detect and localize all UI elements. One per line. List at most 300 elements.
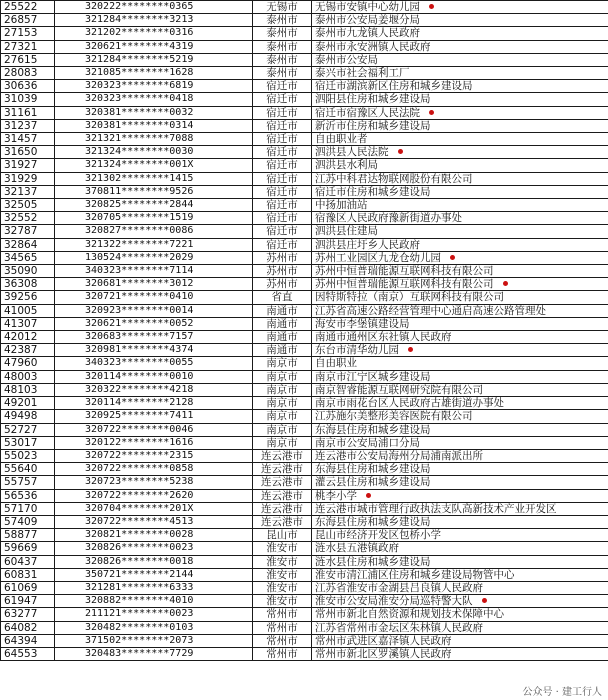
city-text: 宿迁市 [266,146,298,159]
record-id-cell [1,80,55,93]
table-row [1,14,608,27]
organization-cell [312,436,608,449]
table-row [1,397,608,410]
record-id-text: 55640 [4,463,38,476]
organization-cell [312,397,608,410]
city-cell [253,621,312,634]
id-number-text: 320381********0314 [85,119,194,131]
table-row [1,119,608,132]
record-id-cell [1,212,55,225]
organization-cell [312,106,608,119]
table-row [1,489,608,502]
id-number-cell [55,476,253,489]
record-id-cell [1,106,55,119]
organization-cell [312,265,608,278]
id-number-cell [55,502,253,515]
record-id-text: 42387 [4,344,38,357]
record-id-text: 48103 [4,383,38,396]
id-number-cell [55,370,253,383]
id-number-cell [55,238,253,251]
id-number-text: 320323********0418 [85,93,194,105]
table-row [1,317,608,330]
record-id-cell [1,595,55,608]
organization-cell [312,133,608,146]
organization-cell [312,67,608,80]
id-number-text: 320122********1616 [85,436,194,448]
table-row [1,383,608,396]
organization-cell [312,529,608,542]
id-number-cell [55,106,253,119]
organization-text: 涟水县五港镇政府 [315,542,399,555]
organization-cell [312,185,608,198]
record-id-text: 27153 [4,27,38,40]
record-id-cell [1,146,55,159]
city-text: 宿迁市 [266,172,298,185]
organization-text: 泰州市公安局 [315,53,378,66]
organization-cell [312,647,608,660]
id-number-text: 320825********2844 [85,199,194,211]
table-row [1,608,608,621]
id-number-text: 320882********4010 [85,595,194,607]
city-text: 南通市 [266,344,298,357]
city-text: 泰州市 [266,14,298,27]
id-number-cell [55,172,253,185]
record-id-text: 64394 [4,634,38,647]
table-row [1,423,608,436]
id-number-text: 320722********2315 [85,449,194,461]
record-id-text: 32787 [4,225,38,238]
city-text: 南京市 [266,410,298,423]
id-number-text: 320381********0032 [85,106,194,118]
record-id-cell [1,515,55,528]
id-number-text: 340323********7114 [85,265,194,277]
id-number-text: 320723********5238 [85,476,194,488]
record-id-cell [1,423,55,436]
city-text: 连云港市 [261,502,303,515]
id-number-text: 321321********7088 [85,133,194,145]
city-cell [253,436,312,449]
city-cell [253,27,312,40]
city-cell [253,67,312,80]
id-number-text: 320114********0010 [85,370,194,382]
city-text: 连云港市 [261,515,303,528]
table-row [1,251,608,264]
table-row [1,581,608,594]
record-id-text: 53017 [4,436,38,449]
record-id-cell [1,119,55,132]
city-text: 宿迁市 [266,133,298,146]
organization-text: 常州市新北区罗溪镇人民政府 [315,647,452,660]
city-text: 南京市 [266,423,298,436]
id-number-cell [55,555,253,568]
organization-cell [312,212,608,225]
city-cell [253,476,312,489]
city-cell [253,80,312,93]
city-cell [253,133,312,146]
table-row [1,1,608,14]
record-id-cell [1,647,55,660]
record-id-text: 31237 [4,119,38,132]
organization-cell [312,291,608,304]
organization-cell [312,634,608,647]
record-id-cell [1,489,55,502]
record-id-cell [1,93,55,106]
organization-cell [312,515,608,528]
city-text: 泰州市 [266,40,298,53]
id-number-cell [55,568,253,581]
id-number-cell [55,119,253,132]
id-number-text: 321322********7221 [85,238,194,250]
table-row [1,529,608,542]
city-text: 南通市 [266,331,298,344]
red-dot-icon [429,110,434,115]
record-id-text: 56536 [4,489,38,502]
organization-text: 泰兴市社会福利工厂 [315,67,410,80]
id-number-text: 320826********0023 [85,542,194,554]
organization-text: 自由职业者 [315,133,368,146]
table-row [1,185,608,198]
record-id-text: 55023 [4,449,38,462]
organization-cell [312,463,608,476]
city-cell [253,199,312,212]
id-number-text: 321284********3213 [85,14,194,26]
organization-text: 泗阳县住房和城乡建设局 [315,93,431,106]
record-id-text: 41307 [4,317,38,330]
id-number-cell [55,251,253,264]
table-row [1,133,608,146]
record-id-text: 27321 [4,40,38,53]
city-text: 宿迁市 [266,212,298,225]
organization-cell [312,53,608,66]
record-id-cell [1,331,55,344]
id-number-cell [55,212,253,225]
organization-cell [312,199,608,212]
id-number-text: 370811********9526 [85,185,194,197]
organization-text: 宿豫区人民政府豫新街道办事处 [315,212,462,225]
city-text: 苏州市 [266,278,298,291]
record-id-text: 31161 [4,106,38,119]
organization-text: 涟水县住房和城乡建设局 [315,555,431,568]
organization-text: 江苏省常州市金坛区朱林镇人民政府 [315,621,483,634]
organization-cell [312,370,608,383]
id-number-cell [55,423,253,436]
table-row [1,53,608,66]
record-id-text: 42012 [4,331,38,344]
id-number-cell [55,621,253,634]
id-number-cell [55,647,253,660]
city-cell [253,568,312,581]
city-text: 南京市 [266,383,298,396]
record-id-text: 57170 [4,502,38,515]
table-row [1,106,608,119]
id-number-text: 320925********7411 [85,410,194,422]
id-number-cell [55,67,253,80]
city-cell [253,647,312,660]
organization-cell [312,581,608,594]
record-id-cell [1,529,55,542]
id-number-cell [55,185,253,198]
organization-text: 苏州工业园区九龙仓幼儿园 [315,251,441,264]
record-id-cell [1,581,55,594]
organization-cell [312,489,608,502]
id-number-text: 320683********7157 [85,331,194,343]
record-id-text: 39256 [4,291,38,304]
city-cell [253,172,312,185]
organization-text: 昆山市经济开发区包桥小学 [315,529,441,542]
table-row [1,199,608,212]
id-number-text: 320482********0103 [85,621,194,633]
record-id-text: 32552 [4,212,38,225]
organization-text: 因特斯特拉（南京）互联网科技有限公司 [315,291,504,304]
id-number-cell [55,291,253,304]
id-number-text: 321324********0030 [85,146,194,158]
record-id-text: 25522 [4,1,38,13]
organization-text: 东海县住房和城乡建设局 [315,515,431,528]
organization-text: 南京市公安局浦口分局 [315,436,420,449]
organization-text: 泗洪县人民法院 [315,146,389,159]
table-row [1,449,608,462]
table-row [1,40,608,53]
id-number-cell [55,53,253,66]
record-id-text: 55757 [4,476,38,489]
table-row [1,568,608,581]
organization-text: 南京市江宁区城乡建设局 [315,370,431,383]
city-text: 连云港市 [261,463,303,476]
table-row [1,357,608,370]
organization-text: 淮安市清江浦区住房和城乡建设局物管中心 [315,568,515,581]
city-cell [253,185,312,198]
id-number-cell [55,542,253,555]
table-row [1,212,608,225]
record-id-cell [1,225,55,238]
organization-cell [312,621,608,634]
table-row [1,344,608,357]
organization-text: 东海县住房和城乡建设局 [315,463,431,476]
city-cell [253,106,312,119]
table-row [1,291,608,304]
id-number-cell [55,463,253,476]
table-row [1,265,608,278]
id-number-text: 320722********0046 [85,423,194,435]
organization-cell [312,331,608,344]
city-text: 南通市 [266,317,298,330]
id-number-cell [55,595,253,608]
id-number-cell [55,93,253,106]
city-text: 省直 [271,291,293,304]
city-text: 连云港市 [261,449,303,462]
city-text: 淮安市 [266,568,298,581]
table-row [1,463,608,476]
city-cell [253,53,312,66]
record-id-text: 59669 [4,542,38,555]
id-number-text: 320721********0410 [85,291,194,303]
organization-cell [312,502,608,515]
city-cell [253,265,312,278]
city-text: 南通市 [266,304,298,317]
city-text: 南京市 [266,397,298,410]
city-text: 常州市 [266,647,298,660]
id-number-cell [55,397,253,410]
record-id-text: 34565 [4,251,38,264]
city-text: 连云港市 [261,489,303,502]
table-row [1,159,608,172]
organization-text: 泰州市公安局姜堰分局 [315,14,420,27]
id-number-cell [55,265,253,278]
city-text: 宿迁市 [266,238,298,251]
id-number-text: 340323********0055 [85,357,194,369]
organization-cell [312,568,608,581]
table-row [1,146,608,159]
id-number-text: 320222********0365 [85,1,194,12]
table-row [1,304,608,317]
record-id-cell [1,265,55,278]
organization-text: 淮安市公安局淮安分局巡特警大队 [315,595,473,608]
record-id-text: 61069 [4,581,38,594]
id-number-text: 320722********0858 [85,463,194,475]
organization-cell [312,159,608,172]
city-cell [253,555,312,568]
organization-text: 泰州市永安洲镇人民政府 [315,40,431,53]
id-number-cell [55,515,253,528]
city-cell [253,251,312,264]
id-number-cell [55,40,253,53]
organization-text: 常州市武进区嘉泽镇人民政府 [315,634,452,647]
record-id-cell [1,27,55,40]
id-number-text: 320923********0014 [85,304,194,316]
organization-text: 宿迁市湖滨新区住房和城乡建设局 [315,80,473,93]
city-cell [253,542,312,555]
organization-text: 新沂市住房和城乡建设局 [315,119,431,132]
city-text: 宿迁市 [266,80,298,93]
organization-text: 南通市通州区东社镇人民政府 [315,331,452,344]
organization-text: 南京市雨花台区人民政府古雄街道办事处 [315,397,504,410]
id-number-cell [55,14,253,27]
record-id-text: 52727 [4,423,38,436]
city-text: 泰州市 [266,27,298,40]
table-row [1,225,608,238]
record-id-text: 49201 [4,397,38,410]
record-id-cell [1,357,55,370]
record-id-text: 41005 [4,304,38,317]
red-dot-icon [366,493,371,498]
record-id-cell [1,133,55,146]
id-number-text: 350721********2144 [85,568,194,580]
record-id-text: 31929 [4,172,38,185]
city-text: 宿迁市 [266,159,298,172]
table-row [1,476,608,489]
id-number-cell [55,608,253,621]
city-text: 宿迁市 [266,225,298,238]
city-text: 宿迁市 [266,199,298,212]
id-number-text: 130524********2029 [85,251,194,263]
red-dot-icon [503,281,508,286]
record-id-cell [1,14,55,27]
organization-cell [312,251,608,264]
id-number-cell [55,344,253,357]
record-id-cell [1,542,55,555]
city-text: 淮安市 [266,542,298,555]
city-text: 泰州市 [266,53,298,66]
city-cell [253,212,312,225]
table-row [1,502,608,515]
id-number-cell [55,199,253,212]
organization-text: 宿迁市宿豫区人民法院 [315,106,420,119]
city-cell [253,634,312,647]
id-number-cell [55,27,253,40]
id-number-text: 320722********2620 [85,489,194,501]
city-text: 连云港市 [261,476,303,489]
id-number-text: 320826********0018 [85,555,194,567]
city-cell [253,14,312,27]
organization-cell [312,304,608,317]
id-number-text: 320323********6819 [85,80,194,92]
id-number-text: 321324********001X [85,159,194,171]
organization-cell [312,317,608,330]
organization-text: 海安市李堡镇建设局 [315,317,410,330]
id-number-cell [55,80,253,93]
record-id-cell [1,608,55,621]
record-id-text: 26857 [4,14,38,27]
id-number-text: 321202********0316 [85,27,194,39]
city-text: 宿迁市 [266,106,298,119]
id-number-text: 320704********201X [85,502,194,514]
organization-cell [312,608,608,621]
id-number-cell [55,159,253,172]
organization-cell [312,93,608,106]
record-id-cell [1,1,55,14]
organization-cell [312,119,608,132]
id-number-cell [55,146,253,159]
organization-cell [312,225,608,238]
organization-text: 东台市清华幼儿园 [315,344,399,357]
id-number-cell [55,581,253,594]
id-number-text: 320827********0086 [85,225,194,237]
organization-text: 泗洪县住建局 [315,225,378,238]
table-row [1,410,608,423]
record-id-cell [1,397,55,410]
id-number-cell [55,225,253,238]
id-number-text: 320681********3012 [85,278,194,290]
organization-cell [312,542,608,555]
id-number-text: 320981********4374 [85,344,194,356]
table-row [1,595,608,608]
organization-cell [312,344,608,357]
organization-text: 泰州市九龙镇人民政府 [315,27,420,40]
id-number-cell [55,304,253,317]
city-cell [253,581,312,594]
organization-cell [312,595,608,608]
city-cell [253,489,312,502]
city-cell [253,410,312,423]
record-id-cell [1,304,55,317]
id-number-cell [55,1,253,14]
record-id-cell [1,634,55,647]
table-row [1,80,608,93]
id-number-cell [55,383,253,396]
city-text: 常州市 [266,634,298,647]
city-text: 苏州市 [266,265,298,278]
organization-text: 宿迁市住房和城乡建设局 [315,185,431,198]
table-row [1,634,608,647]
record-id-text: 36308 [4,278,38,291]
id-number-cell [55,133,253,146]
red-dot-icon [408,347,413,352]
record-id-text: 63277 [4,608,38,621]
record-id-text: 35090 [4,265,38,278]
organization-cell [312,238,608,251]
organization-text: 泗洪县水利局 [315,159,378,172]
city-text: 淮安市 [266,595,298,608]
